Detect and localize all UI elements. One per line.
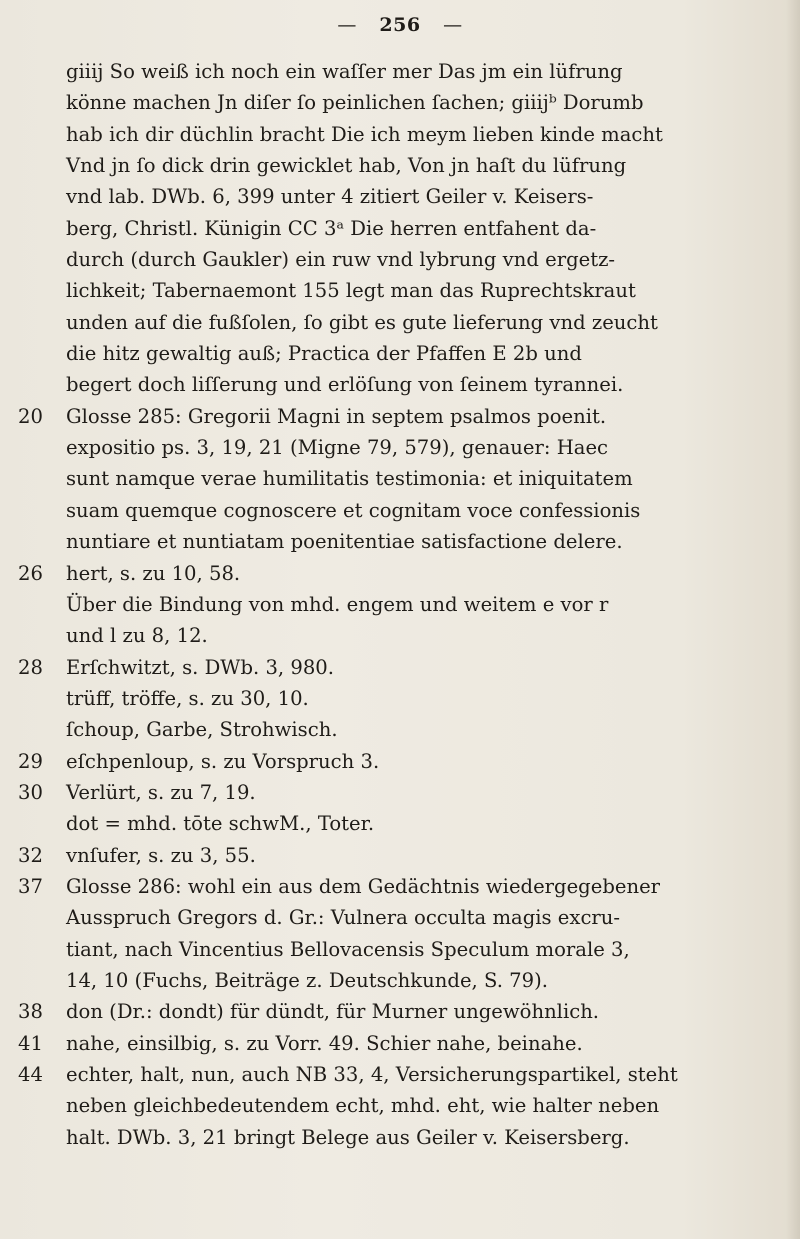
line-text: sunt namque verae humilitatis testimonia: et iniquitatem: [66, 467, 633, 491]
text-line: [18, 1028, 760, 1059]
text-line: [54, 338, 760, 369]
line-text: begert doch liſſerung und erlöſung von ſeinem tyrannei.: [66, 373, 624, 397]
line-text: könne machen Jn diſer ſo peinlichen ſachen; giiijᵇ Dorumb: [66, 91, 644, 115]
text-line: [54, 808, 760, 839]
header-dash-right: —: [443, 14, 463, 36]
line-text: hab ich dir düchlin bracht Die ich meym lieben kinde macht: [66, 122, 663, 146]
text-line: [54, 1122, 760, 1153]
line-text: tiant, nach Vincentius Bellovacensis Speculum morale 3,: [66, 937, 630, 961]
line-number: 38: [18, 1000, 43, 1024]
text-line: [18, 652, 760, 683]
text-line: [54, 714, 760, 745]
line-number: 26: [18, 561, 43, 585]
text-line: [54, 213, 760, 244]
line-text: Über die Bindung von mhd. engem und weitem e vor r: [66, 592, 609, 616]
line-text: suam quemque cognoscere et cognitam voce confessionis: [66, 498, 641, 522]
text-line: [54, 965, 760, 996]
line-number: 30: [18, 780, 43, 804]
text-line: [54, 463, 760, 494]
text-line: [54, 1090, 760, 1121]
text-line: [54, 87, 760, 118]
line-text: trüff, tröffe, s. zu 30, 10.: [66, 686, 309, 710]
header-dash-left: —: [337, 14, 357, 36]
line-text: dot = mhd. tōte schwM., Toter.: [66, 812, 375, 836]
text-line: [54, 495, 760, 526]
page-number: 256: [379, 14, 421, 36]
text-line: [18, 777, 760, 808]
text-line: [54, 119, 760, 150]
text-line: [54, 150, 760, 181]
line-text: eſchpenloup, s. zu Vorspruch 3.: [66, 749, 380, 773]
line-text: 14, 10 (Fuchs, Beiträge z. Deutschkunde, S. 79).: [66, 968, 548, 992]
line-text: lichkeit; Tabernaemont 155 legt man das Ruprechtskraut: [66, 279, 636, 303]
line-text: berg, Christl. Künigin CC 3ᵃ Die herren entfahent da-: [66, 216, 597, 240]
text-line: [18, 871, 760, 902]
page-edge-shadow: [786, 0, 800, 1239]
text-line: [54, 181, 760, 212]
line-text: don (Dr.: dondt) für dündt, für Murner ungewöhnlich.: [66, 1000, 600, 1024]
line-text: vnſufer, s. zu 3, 55.: [66, 843, 256, 867]
line-text: Verlürt, s. zu 7, 19.: [66, 780, 256, 804]
text-line: [54, 275, 760, 306]
text-line: [54, 902, 760, 933]
text-line: [54, 526, 760, 557]
line-text: Glosse 285: Gregorii Magni in septem psalmos poenit.: [66, 404, 607, 428]
line-text: nahe, einsilbig, s. zu Vorr. 49. Schier nahe, beinahe.: [66, 1031, 583, 1055]
line-text: die hitz gewaltig auß; Practica der Pfaffen E 2b und: [66, 342, 582, 366]
line-text: Vnd jn ſo dick drin gewicklet hab, Von jn haſt du lüfrung: [66, 154, 627, 178]
line-number: 44: [18, 1063, 43, 1086]
line-text: und l zu 8, 12.: [66, 624, 208, 648]
text-line: [54, 244, 760, 275]
commentary-text: [18, 56, 760, 1153]
text-line: [18, 996, 760, 1027]
line-number: 41: [18, 1031, 43, 1055]
line-text: Erſchwitzt, s. DWb. 3, 980.: [66, 655, 334, 679]
page-header: [0, 14, 800, 36]
text-line: [18, 558, 760, 589]
line-text: Ausspruch Gregors d. Gr.: Vulnera occulta magis excru-: [66, 906, 621, 930]
text-line: [54, 432, 760, 463]
text-line: [18, 1059, 760, 1090]
text-line: [18, 401, 760, 432]
text-line: [54, 307, 760, 338]
line-text: expositio ps. 3, 19, 21 (Migne 79, 579), genauer: Haec: [66, 436, 609, 460]
line-text: giiij So weiß ich noch ein waſſer mer Das jm ein lüfrung: [66, 60, 623, 83]
text-line: [18, 746, 760, 777]
line-text: halt. DWb. 3, 21 bringt Belege aus Geiler v. Keisersberg.: [66, 1125, 630, 1149]
line-text: durch (durch Gaukler) ein ruw vnd lybrung vnd ergetz-: [66, 248, 616, 272]
line-text: unden auf die fußſolen, ſo gibt es gute lieferung vnd zeucht: [66, 310, 658, 334]
line-text: Glosse 286: wohl ein aus dem Gedächtnis wiedergegebener: [66, 874, 661, 898]
text-line: [54, 934, 760, 965]
line-text: nuntiare et nuntiatam poenitentiae satisfactione delere.: [66, 530, 623, 554]
line-text: ſchoup, Garbe, Strohwisch.: [66, 718, 338, 742]
line-number: 29: [18, 749, 43, 773]
text-line: [54, 369, 760, 400]
line-text: neben gleichbedeutendem echt, mhd. eht, wie halter neben: [66, 1094, 660, 1118]
line-text: vnd lab. DWb. 6, 399 unter 4 zitiert Geiler v. Keisers-: [66, 185, 594, 209]
line-text: echter, halt, nun, auch NB 33, 4, Versicherungspartikel, steht: [66, 1063, 678, 1086]
line-number: 20: [18, 404, 43, 428]
line-number: 32: [18, 843, 43, 867]
line-text: hert, s. zu 10, 58.: [66, 561, 241, 585]
text-line: [54, 589, 760, 620]
line-number: 28: [18, 655, 43, 679]
text-line: [54, 683, 760, 714]
text-line: [54, 56, 760, 87]
text-line: [18, 840, 760, 871]
line-number: 37: [18, 874, 43, 898]
text-line: [54, 620, 760, 651]
